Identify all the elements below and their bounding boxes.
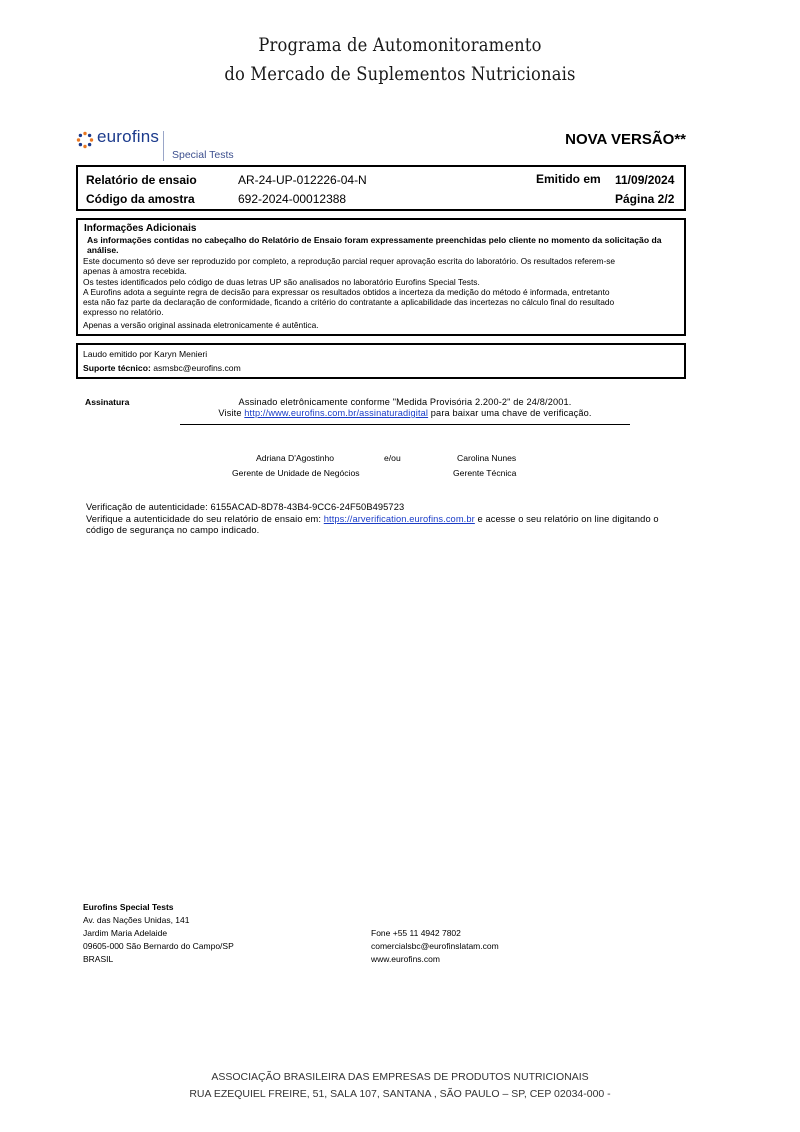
verification-instructions bbox=[86, 514, 659, 524]
verification-code: Verificação de autenticidade: 6155ACAD-8D78-43B4-9CC6-24F50B495723 bbox=[86, 502, 405, 512]
visit-prefix: Visite bbox=[218, 408, 245, 418]
info-line: esta não faz parte da declaração de conformidade, ficando a critério do contratante a aplicabilidade das incertezas no cálculo final do resultado bbox=[83, 297, 615, 307]
info-line: Os testes identificados pelo código de duas letras UP são analisados no laboratório Eurofins Special Tests. bbox=[83, 277, 480, 287]
info-line: Este documento só deve ser reproduzido por completo, a reprodução parcial requer aprovação escrita do laboratório. Os resultados referem-se bbox=[83, 256, 616, 266]
signer-conjunction: e/ou bbox=[384, 453, 401, 463]
issuer-box bbox=[76, 343, 686, 379]
program-title-line2: do Mercado de Suplementos Nutricionais bbox=[224, 63, 576, 85]
additional-info-box bbox=[76, 218, 686, 336]
logo-wordmark: eurofins bbox=[97, 127, 160, 146]
info-title: Informações Adicionais bbox=[84, 223, 197, 234]
footer-address3: 09605-000 São Bernardo do Campo/SP bbox=[83, 941, 234, 951]
footer-website: www.eurofins.com bbox=[371, 954, 440, 964]
program-title-line1: Programa de Automonitoramento bbox=[258, 34, 542, 56]
verification-suffix: e acesse o seu relatório on line digitando o bbox=[474, 514, 659, 524]
eurofins-logo bbox=[76, 127, 246, 163]
footer-address2: Jardim Maria Adelaide bbox=[83, 928, 168, 938]
sample-label: Código da amostra bbox=[86, 192, 195, 206]
visit-suffix: para baixar uma chave de verificação. bbox=[428, 408, 592, 418]
issued-date: 11/09/2024 bbox=[615, 173, 675, 187]
page-number: Página 2/2 bbox=[615, 192, 675, 206]
footer-email: comercialsbc@eurofinslatam.com bbox=[371, 941, 499, 951]
association-name: ASSOCIAÇÃO BRASILEIRA DAS EMPRESAS DE PRODUTOS NUTRICIONAIS bbox=[211, 1071, 589, 1083]
info-line: expresso no relatório. bbox=[83, 307, 164, 317]
report-header-box bbox=[76, 165, 686, 211]
signature-visit-line bbox=[180, 408, 630, 418]
digital-signature-link[interactable]: http://www.eurofins.com.br/assinaturadigital bbox=[244, 408, 429, 418]
support-email: asmsbc@eurofins.com bbox=[153, 363, 241, 373]
signer2-name: Carolina Nunes bbox=[457, 453, 517, 463]
signer1-role: Gerente de Unidade de Negócios bbox=[232, 468, 360, 478]
footer-address1: Av. das Nações Unidas, 141 bbox=[83, 915, 190, 925]
report-label: Relatório de ensaio bbox=[86, 173, 197, 187]
footer-phone: Fone +55 11 4942 7802 bbox=[371, 928, 461, 938]
signature-label: Assinatura bbox=[85, 397, 130, 407]
info-line: A Eurofins adota a seguinte regra de decisão para expressar os resultados obtidos a incerteza da medição do método é informada, entretanto bbox=[83, 287, 610, 297]
logo-subtitle: Special Tests bbox=[172, 149, 234, 161]
logo-divider bbox=[163, 131, 164, 161]
report-number: AR-24-UP-012226-04-N bbox=[238, 173, 367, 187]
issued-by: Laudo emitido por Karyn Menieri bbox=[83, 349, 208, 359]
verification-link[interactable]: https://arverification.eurofins.com.br bbox=[323, 514, 475, 524]
eurofins-dots-icon bbox=[76, 131, 94, 149]
support-label: Suporte técnico: bbox=[83, 363, 151, 373]
issued-label: Emitido em bbox=[536, 172, 601, 186]
info-line: Apenas a versão original assinada eletronicamente é autêntica. bbox=[83, 320, 319, 330]
association-address: RUA EZEQUIEL FREIRE, 51, SALA 107, SANTANA , SÃO PAULO – SP, CEP 02034-000 - bbox=[189, 1088, 611, 1100]
verification-prefix: Verifique a autenticidade do seu relatório de ensaio em: bbox=[86, 514, 324, 524]
sample-code: 692-2024-00012388 bbox=[238, 192, 347, 206]
info-bold-notice: As informações contidas no cabeçalho do Relatório de Ensaio foram expressamente preenchidas pelo cliente no momento da solicitação da análise. bbox=[87, 235, 662, 256]
signature-statement: Assinado eletrônicamente conforme "Medida Provisória 2.200-2" de 24/8/2001. bbox=[238, 397, 572, 407]
footer-company: Eurofins Special Tests bbox=[83, 902, 174, 912]
signer2-role: Gerente Técnica bbox=[453, 468, 517, 478]
footer-country: BRASIL bbox=[83, 954, 114, 964]
new-version-label: NOVA VERSÃO** bbox=[565, 131, 686, 148]
info-line: apenas à amostra recebida. bbox=[83, 266, 187, 276]
support-line bbox=[83, 363, 241, 373]
signature-rule bbox=[180, 424, 630, 425]
signer1-name: Adriana D'Agostinho bbox=[256, 453, 335, 463]
verification-instructions-cont: código de segurança no campo indicado. bbox=[86, 525, 260, 535]
